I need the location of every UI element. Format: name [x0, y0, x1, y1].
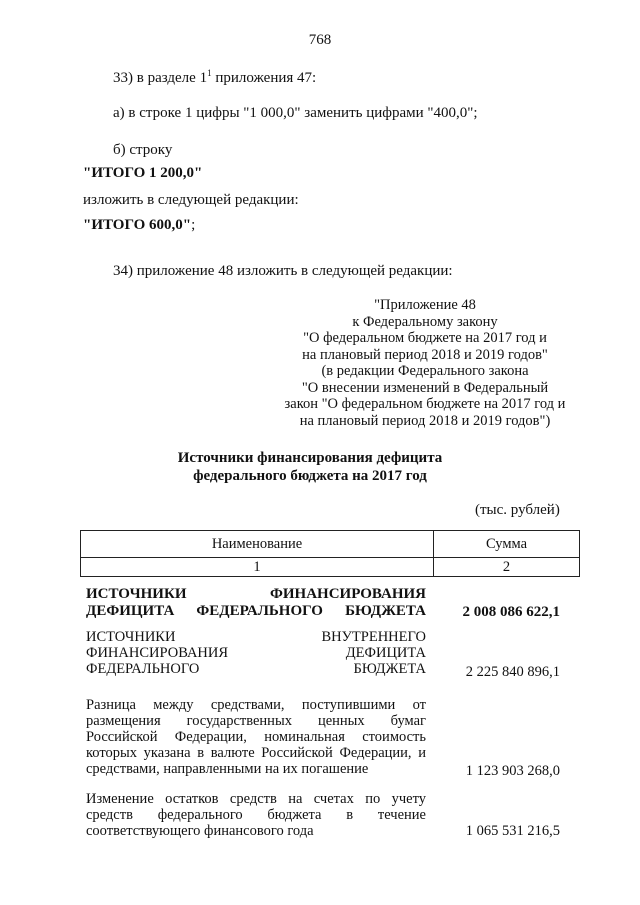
table-row-name: ИСТОЧНИКИ ВНУТРЕННЕГО ФИНАНСИРОВАНИЯ ДЕФИЦИТА ФЕДЕРАЛЬНОГО БЮДЖЕТА	[86, 629, 426, 677]
appendix-line: "О внесении изменений в Федеральный	[301, 379, 549, 396]
appendix-line: закон "О федеральном бюджете на 2017 год и	[284, 396, 566, 412]
table-row-value: 2 008 086 622,1	[462, 604, 560, 620]
appendix-line: на плановый период 2018 и 2019 годов")	[299, 412, 551, 429]
restate-line: изложить в следующей редакции:	[83, 192, 299, 208]
item-33-superscript: 1	[207, 68, 212, 78]
column-header-sum: Сумма	[434, 531, 580, 558]
table-row-name: ИСТОЧНИКИ ФИНАНСИРОВАНИЯ ДЕФИЦИТА ФЕДЕРАЛЬНОГО БЮДЖЕТА	[86, 586, 426, 619]
column-number-name: 1	[81, 558, 434, 577]
appendix-line: "О федеральном бюджете на 2017 год и	[303, 330, 547, 346]
table-row-value: 1 123 903 268,0	[465, 763, 560, 779]
new-total-text: "ИТОГО 600,0"	[83, 217, 192, 233]
item-33-intro	[113, 64, 316, 87]
column-header-name: Наименование	[81, 531, 434, 558]
table-title-line: федерального бюджета на 2017 год	[193, 468, 427, 484]
table-row-value: 2 225 840 896,1	[465, 664, 560, 680]
new-total-tail: ;	[191, 217, 196, 233]
units-label: (тыс. рублей)	[475, 502, 560, 518]
column-number-sum: 2	[434, 558, 580, 577]
appendix-line: к Федеральному закону	[352, 313, 498, 330]
new-total-line	[83, 216, 195, 234]
item-33-b: б) строку	[113, 142, 173, 158]
appendix-line: на плановый период 2018 и 2019 годов"	[302, 346, 548, 363]
appendix-line: (в редакции Федерального закона	[321, 363, 529, 379]
table-title	[160, 449, 460, 485]
table-row-value: 1 065 531 216,5	[465, 823, 560, 839]
appendix-line: "Приложение 48	[374, 297, 476, 313]
table-row-name: Изменение остатков средств на счетах по учету средств федерального бюджета в течение соответствующего финансового года	[86, 791, 426, 839]
appendix-header	[280, 297, 570, 429]
item-34: 34) приложение 48 изложить в следующей редакции:	[113, 263, 453, 279]
table-title-line: Источники финансирования дефицита	[177, 450, 443, 466]
page-number: 768	[308, 32, 332, 48]
item-33-a: а) в строке 1 цифры "1 000,0" заменить цифрами "400,0";	[113, 105, 478, 121]
old-total-line: "ИТОГО 1 200,0"	[83, 165, 203, 181]
item-33-intro-text: 33) в разделе 1	[113, 70, 208, 86]
table-header	[80, 530, 580, 577]
table-row-name: Разница между средствами, поступившими от размещения государственных ценных бумаг Российской Федерации, номинальная стоимость которых указана в валюте Российской Федерации, и средствами, направленными на их погашение	[86, 697, 426, 777]
item-33-intro-tail: приложения 47:	[211, 70, 317, 86]
